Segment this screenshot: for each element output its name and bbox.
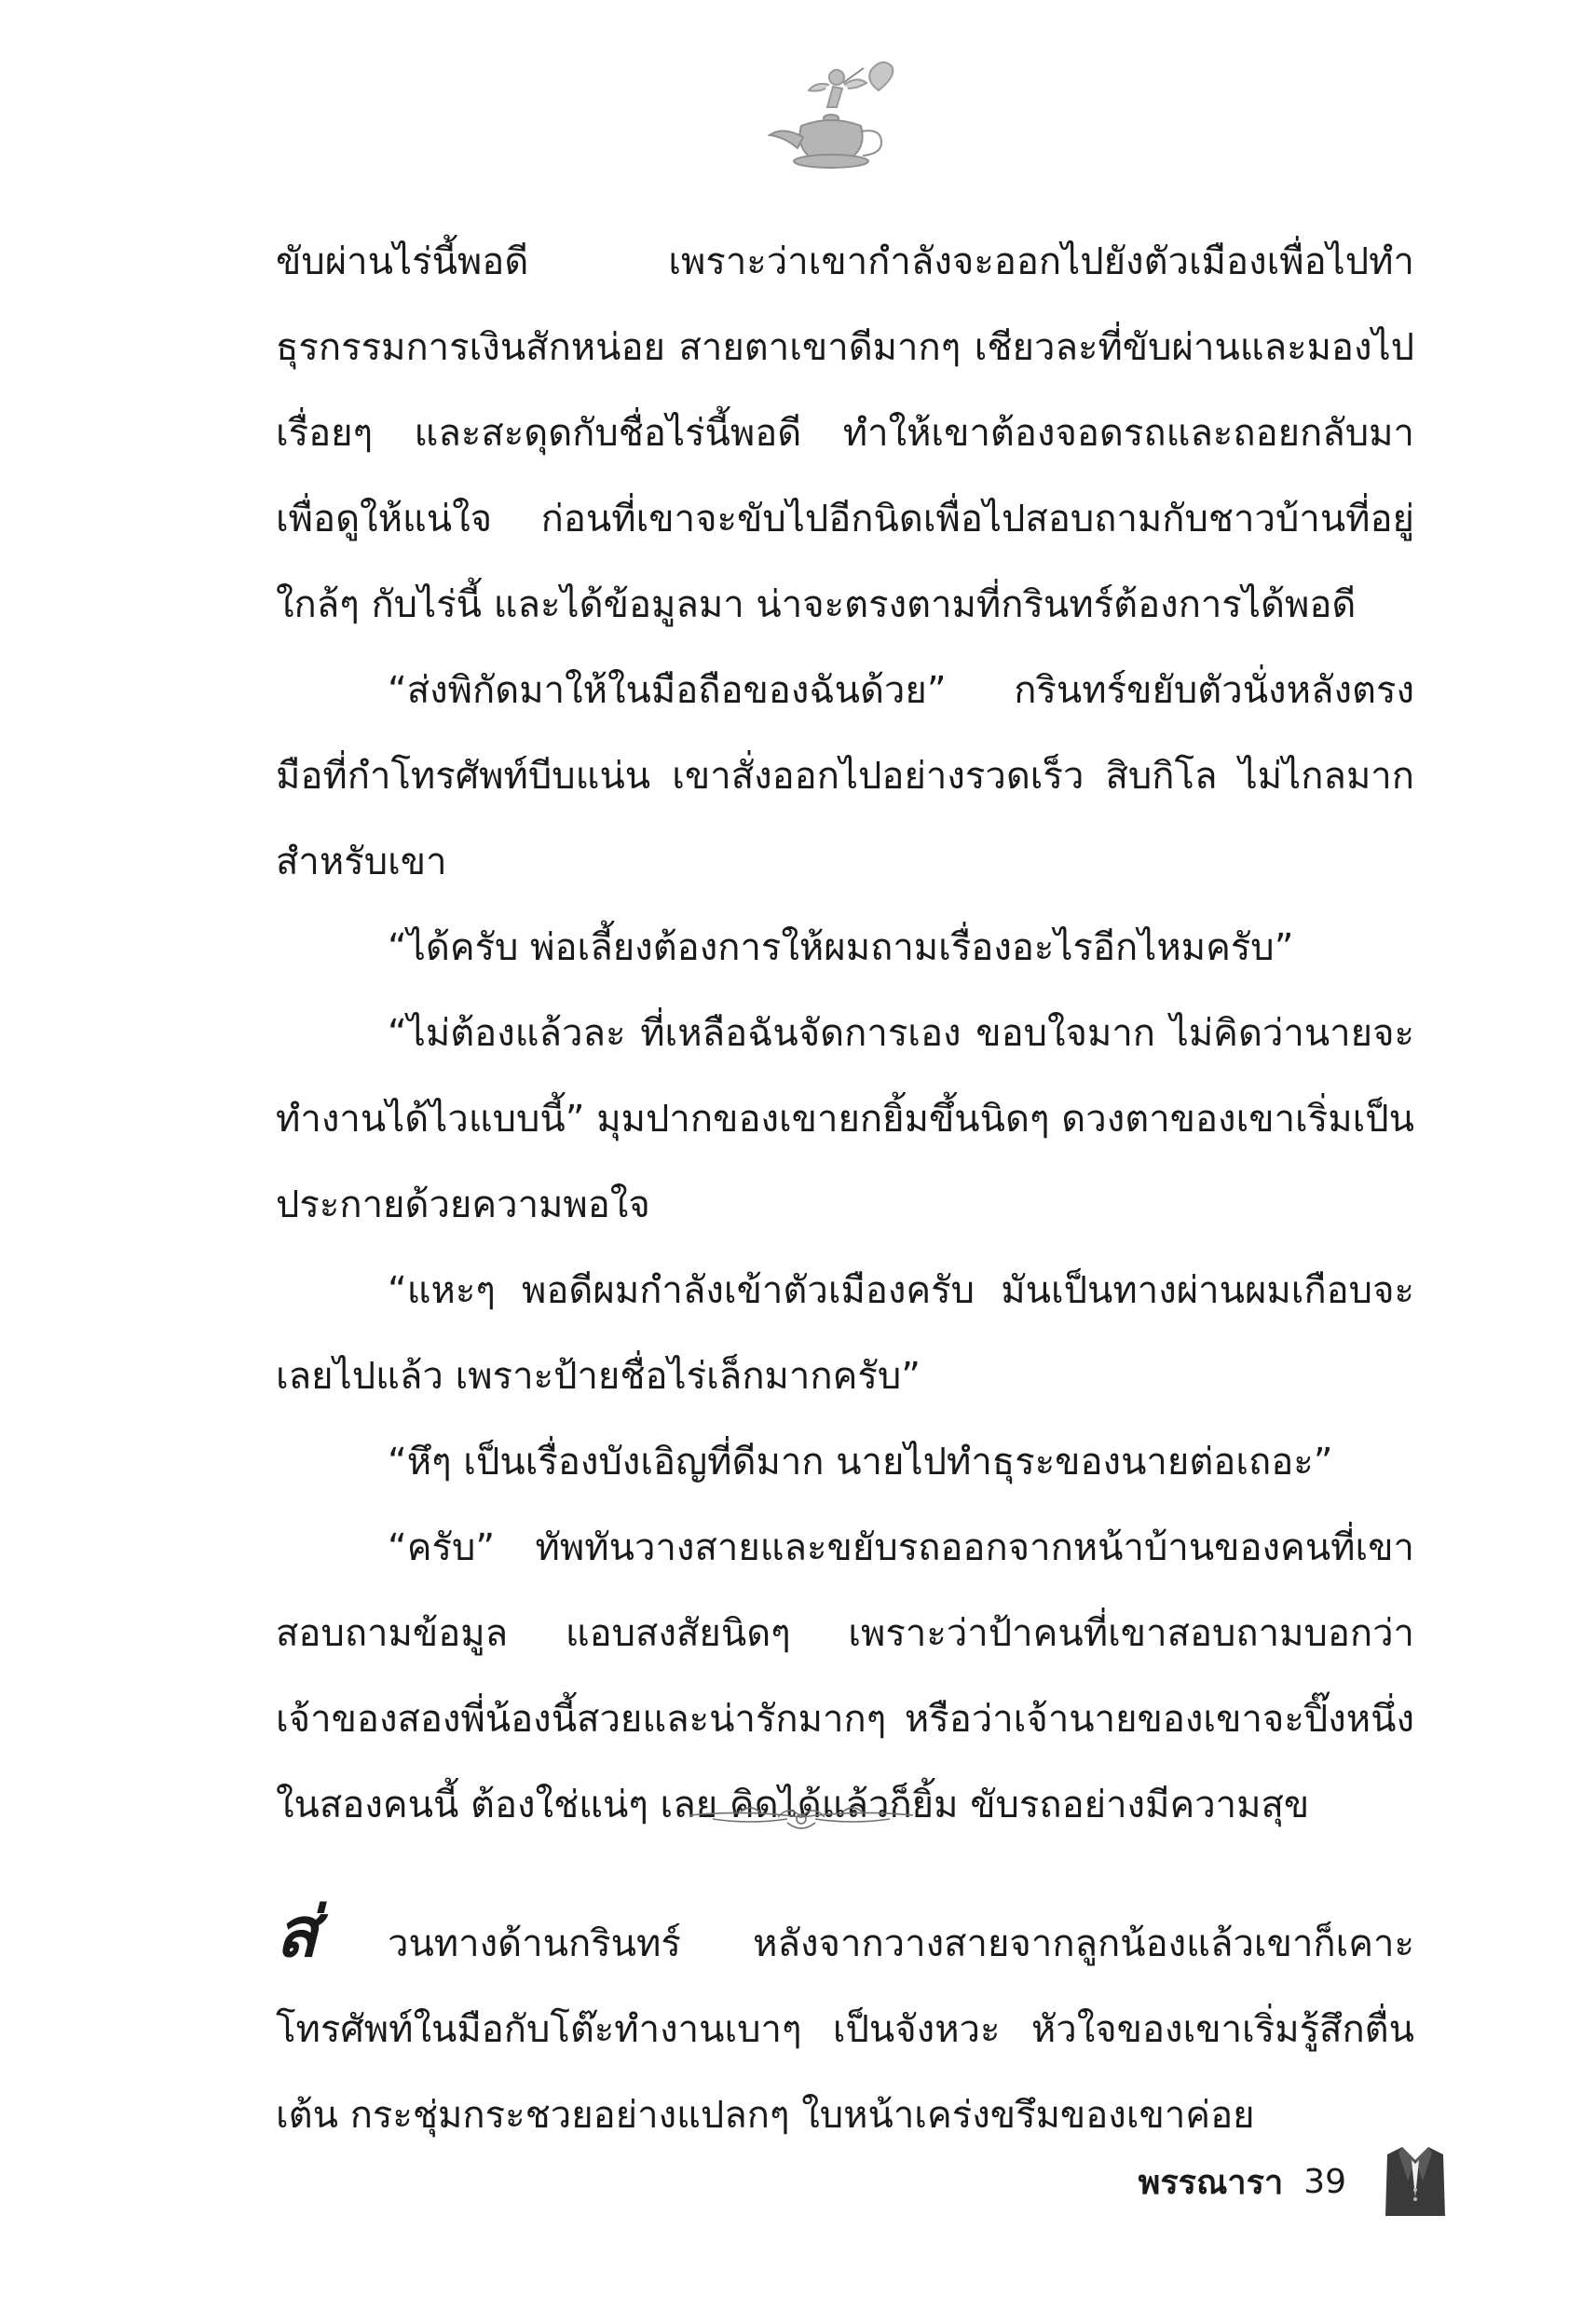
drop-head: ส่ [276, 1893, 319, 1973]
paragraph-3: “ได้ครับ พ่อเลี้ยงต้องการให้ผมถามเรื่องอะไรอีกไหมครับ” [388, 926, 1294, 969]
teapot-cupid-ornament-icon [764, 51, 904, 177]
paragraph-4: “ไม่ต้องแล้วละ ที่เหลือฉันจัดการเอง ขอบใจมาก ไม่คิดว่านายจะทำงานได้ไวแบบนี้” มุมปากของเขายกยิ้มขึ้นนิดๆ ดวงตาของเขาเริ่มเป็นประกายด้วยความพอใจ [276, 1012, 1414, 1226]
page-number: 39 [1303, 2162, 1346, 2201]
paragraph-6: “หึๆ เป็นเรื่องบังเอิญที่ดีมาก นายไปทำธุระของนายต่อเถอะ” [388, 1441, 1333, 1484]
paragraph-1: ขับผ่านไร่นี้พอดี เพราะว่าเขากำลังจะออกไปยังตัวเมืองเพื่อไปทำธุรกรรมการเงินสักหน่อย สายตาเขาดีมากๆ เชียวละที่ขับผ่านและมองไปเรื่อยๆ และสะดุดกับชื่อไร่นี้พอดี ทำให้เขาต้องจอดรถและถอยกลับมาเพื่อดูให้แน่ใจ ก่อนที่เขาจะขับไปอีกนิดเพื่อไปสอบถามกับชาวบ้านที่อยู่ใกล้ๆ กับไร่นี้ และได้ข้อมูลมา น่าจะตรงตามที่กรินทร์ต้องการได้พอดี [276, 240, 1414, 626]
paragraph-7: “ครับ” ทัพทันวางสายและขยับรถออกจากหน้าบ้านของคนที่เขาสอบถามข้อมูล แอบสงสัยนิดๆ เพราะว่าป้าคนที่เขาสอบถามบอกว่าเจ้าของสองพี่น้องนี้สวยและน่ารักมากๆ หรือว่าเจ้านายของเขาจะปิ๊งหนึ่งในสองคนนี้ ต้องใช่แน่ๆ เลย คิดได้แล้วก็ยิ้ม ขับรถอย่างมีความสุข [276, 1526, 1414, 1826]
section-text [276, 1893, 1414, 2158]
suit-jacket-icon [1384, 2143, 1447, 2220]
page-footer [1139, 2143, 1447, 2220]
paragraph-5: “แหะๆ พอดีผมกำลังเข้าตัวเมืองครับ มันเป็นทางผ่านผมเกือบจะเลยไปแล้ว เพราะป้ายชื่อไร่เล็กมากครับ” [276, 1269, 1414, 1398]
paragraph-2: “ส่งพิกัดมาให้ในมือถือของฉันด้วย” กรินทร์ขยับตัวนั่งหลังตรง มือที่กำโทรศัพท์บีบแน่น เขาสั่งออกไปอย่างรวดเร็ว สิบกิโล ไม่ไกลมากสำหรับเขา [276, 669, 1414, 883]
section-paragraph [276, 1893, 1414, 2158]
section-paragraph-text: วนทางด้านกรินทร์ หลังจากวางสายจากลูกน้องแล้วเขาก็เคาะโทรศัพท์ในมือกับโต๊ะทำงานเบาๆ เป็นจังหวะ หัวใจของเขาเริ่มรู้สึกตื่นเต้น กระชุ่มกระชวยอย่างแปลกๆ ใบหน้าเคร่งขรึมของเขาค่อย [276, 1922, 1414, 2137]
body-text [276, 219, 1414, 1848]
flourish-divider-icon [685, 1798, 918, 1836]
footer-title: พรรณารา [1138, 2163, 1284, 2202]
